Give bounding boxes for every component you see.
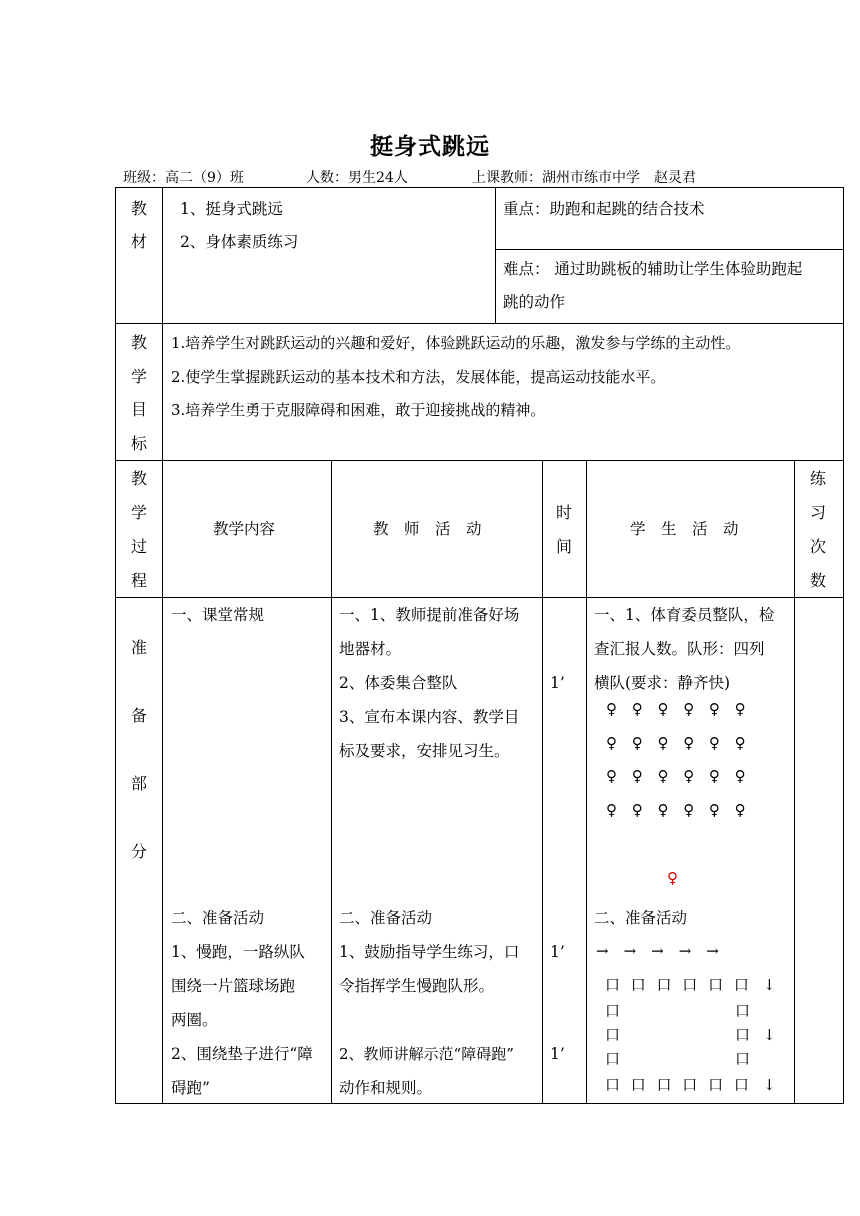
difficult-point: 难点： 通过助跳板的辅助让学生体验助跑起 bbox=[503, 260, 803, 278]
header-content: 教学内容 bbox=[213, 520, 276, 538]
prep-time-2: 1’ bbox=[550, 943, 565, 961]
count-info: 人数：男生24人 bbox=[306, 170, 408, 186]
down-arrow-icon: ↓ bbox=[763, 1026, 776, 1044]
header-student: 学 生 活 动 bbox=[630, 520, 739, 538]
page-title: 挺身式跳远 bbox=[370, 133, 490, 160]
prep-content-1: 一、课堂常规 bbox=[171, 606, 265, 624]
prep-time-1: 1’ bbox=[550, 674, 565, 692]
class-info: 班级：高二（9）班 bbox=[123, 170, 244, 186]
material-item: 2、身体素质练习 bbox=[180, 233, 299, 251]
prep-student-2: 二、准备活动 bbox=[594, 909, 688, 927]
objective-item: 2.使学生掌握跳跃运动的基本技术和方法，发展体能，提高运动技能水平。 bbox=[171, 368, 666, 386]
teacher-position-icon: ♀ bbox=[667, 869, 678, 887]
run-direction-arrows: → → → → → bbox=[596, 942, 719, 960]
down-arrow-icon: ↓ bbox=[763, 1076, 776, 1094]
objective-item: 1.培养学生对跳跃运动的兴趣和爱好，体验跳跃运动的乐趣，激发参与学练的主动性。 bbox=[171, 334, 741, 352]
difficult-point-cont: 跳的动作 bbox=[503, 293, 566, 311]
objective-item: 3.培养学生勇于克服障碍和困难，敢于迎接挑战的精神。 bbox=[171, 401, 546, 419]
key-point: 重点：助跑和起跳的结合技术 bbox=[503, 200, 705, 218]
teacher-info: 上课教师：湖州市练市中学 赵灵君 bbox=[472, 170, 696, 186]
material-item: 1、挺身式跳远 bbox=[180, 200, 283, 218]
prep-time-3: 1’ bbox=[550, 1045, 565, 1063]
down-arrow-icon: ↓ bbox=[763, 976, 776, 994]
header-teacher: 教 师 活 动 bbox=[373, 520, 482, 538]
